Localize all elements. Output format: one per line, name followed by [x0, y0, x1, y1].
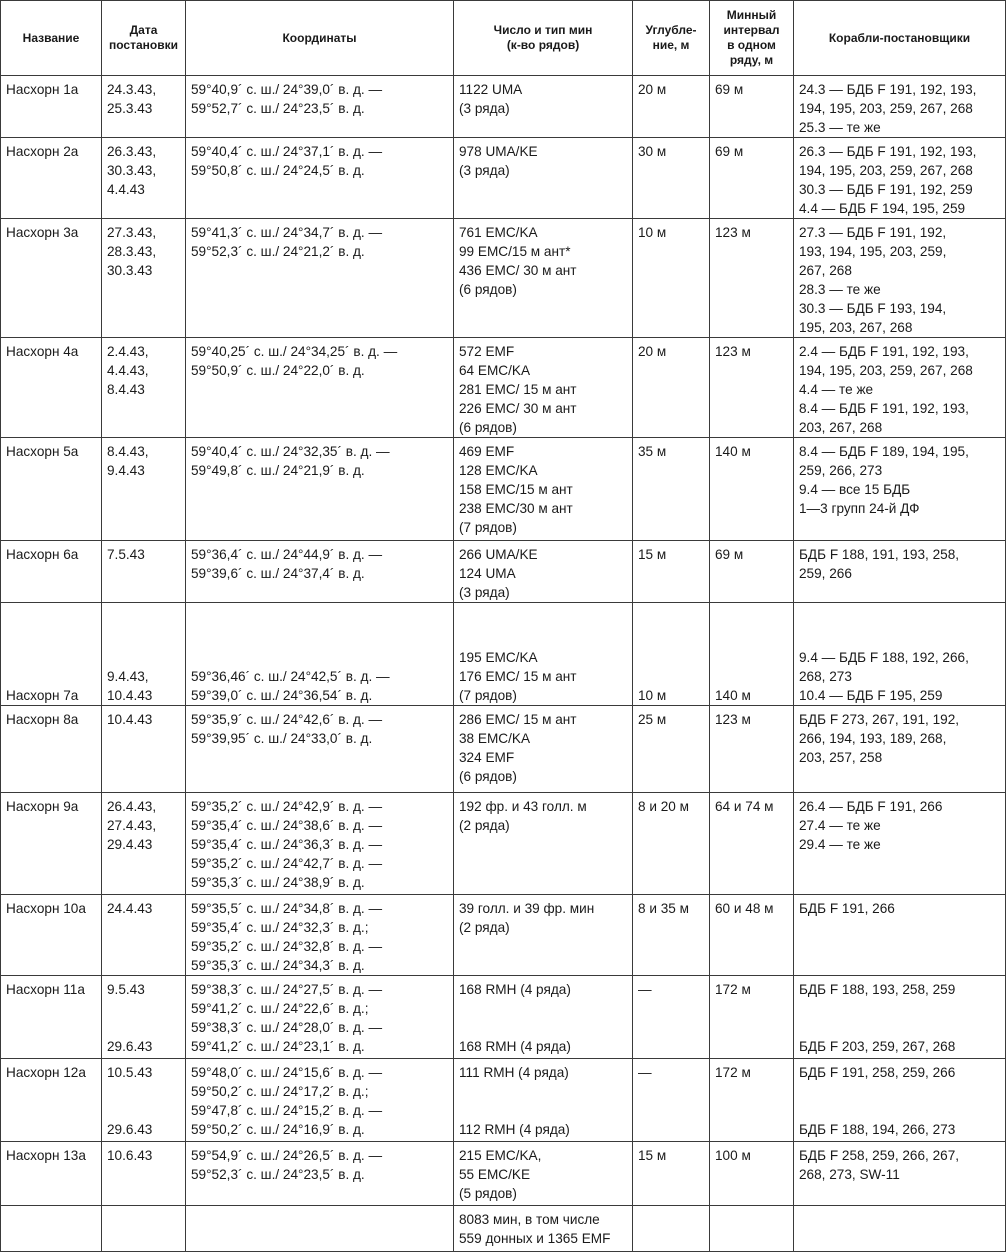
- cell-coords-line: 59°54,9´ с. ш./ 24°26,5´ в. д. —: [191, 1148, 383, 1163]
- cell-mines-line: (3 ряда): [459, 163, 510, 178]
- cell-ships: [794, 76, 1006, 138]
- cell-depth: —: [633, 1059, 710, 1142]
- total-cell-date: [102, 1206, 186, 1252]
- cell-coords: [186, 438, 454, 541]
- cell-date-line: 30.3.43: [107, 263, 153, 278]
- cell-depth: 30 м: [633, 138, 710, 219]
- cell-date-line: 2.4.43,: [107, 344, 149, 359]
- cell-coords-line: 59°41,3´ с. ш./ 24°34,7´ в. д. —: [191, 225, 383, 240]
- cell-coords-line: 59°50,2´ с. ш./ 24°16,9´ в. д.: [191, 1122, 365, 1137]
- cell-date: [102, 706, 186, 793]
- cell-ships: [794, 706, 1006, 793]
- total-cell-depth: [633, 1206, 710, 1252]
- cell-ships: [794, 438, 1006, 541]
- cell-interval: 172 м: [710, 976, 794, 1059]
- cell-coords: [186, 1059, 454, 1142]
- cell-mines-line: 436 EMC/ 30 м ант: [459, 263, 577, 278]
- cell-coords-line: 59°40,4´ с. ш./ 24°37,1´ в. д. —: [191, 144, 383, 159]
- cell-ships-line: 24.3 — БДБ F 191, 192, 193,: [799, 82, 977, 97]
- cell-name: Насхорн 6а: [1, 541, 102, 603]
- cell-mines-line: (7 рядов): [459, 688, 517, 703]
- cell-mines-line: 286 EMC/ 15 м ант: [459, 712, 577, 727]
- cell-coords-line: 59°50,9´ с. ш./ 24°22,0´ в. д.: [191, 363, 365, 378]
- cell-date-line: 10.4.43: [107, 712, 153, 727]
- cell-mines-line: 281 EMC/ 15 м ант: [459, 382, 577, 397]
- cell-mines-line: [459, 1101, 627, 1120]
- cell-coords: [186, 338, 454, 438]
- cell-ships-line: [799, 1018, 1000, 1037]
- cell-coords: [186, 603, 454, 706]
- cell-mines: [454, 438, 633, 541]
- cell-name: Насхорн 2а: [1, 138, 102, 219]
- cell-name: Насхорн 4а: [1, 338, 102, 438]
- cell-date: [102, 603, 186, 706]
- cell-mines: [454, 541, 633, 603]
- cell-ships-line: 1—3 групп 24-й ДФ: [799, 501, 920, 516]
- cell-mines-line: 128 EMC/KA: [459, 463, 538, 478]
- cell-mines-line: [459, 1018, 627, 1037]
- cell-date-line: 29.4.43: [107, 837, 153, 852]
- cell-date-line: 10.5.43: [107, 1065, 153, 1080]
- cell-name: Насхорн 3а: [1, 219, 102, 338]
- cell-name: Насхорн 12а: [1, 1059, 102, 1142]
- cell-mines-line: (2 ряда): [459, 920, 510, 935]
- cell-mines: [454, 793, 633, 895]
- cell-coords: [186, 895, 454, 976]
- cell-mines-line: 238 EMC/30 м ант: [459, 501, 573, 516]
- cell-mines-line: 572 EMF: [459, 344, 515, 359]
- cell-date: [102, 976, 186, 1059]
- table-row: [1, 895, 1006, 976]
- cell-coords: [186, 219, 454, 338]
- cell-coords: [186, 541, 454, 603]
- total-mines-line: 559 донных и 1365 EMF: [459, 1231, 611, 1246]
- cell-name: Насхорн 7а: [1, 603, 102, 706]
- cell-depth: 10 м: [633, 219, 710, 338]
- cell-ships-line: [799, 1101, 1000, 1120]
- cell-date-line: 9.5.43: [107, 982, 145, 997]
- cell-coords-line: 59°52,3´ с. ш./ 24°23,5´ в. д.: [191, 1167, 365, 1182]
- cell-coords-line: 59°39,0´ с. ш./ 24°36,54´ в. д.: [191, 688, 373, 703]
- cell-coords-line: 59°38,3´ с. ш./ 24°28,0´ в. д. —: [191, 1020, 383, 1035]
- cell-ships: [794, 1059, 1006, 1142]
- cell-date: [102, 76, 186, 138]
- cell-mines: [454, 138, 633, 219]
- header-depth-line: Углубле-: [645, 23, 697, 37]
- cell-depth: 15 м: [633, 541, 710, 603]
- cell-date-line: 30.3.43,: [107, 163, 157, 178]
- cell-date-line: 4.4.43: [107, 182, 145, 197]
- cell-mines: [454, 603, 633, 706]
- header-row: [1, 1, 1006, 76]
- cell-date-line: 10.4.43: [107, 688, 153, 703]
- cell-ships-line: 27.3 — БДБ F 191, 192,: [799, 225, 947, 240]
- cell-interval: 172 м: [710, 1059, 794, 1142]
- cell-coords-line: 59°52,3´ с. ш./ 24°21,2´ в. д.: [191, 244, 365, 259]
- cell-mines-line: 215 EMC/KA,: [459, 1148, 542, 1163]
- cell-mines-line: 112 RMH (4 ряда): [459, 1122, 570, 1137]
- total-cell-coords: [186, 1206, 454, 1252]
- cell-mines-line: 168 RMH (4 ряда): [459, 1039, 571, 1054]
- cell-interval: 123 м: [710, 338, 794, 438]
- header-coords: Координаты: [186, 1, 454, 76]
- cell-date-line: 8.4.43: [107, 382, 145, 397]
- cell-ships-line: БДБ F 191, 266: [799, 901, 895, 916]
- header-mines-line: Число и тип мин: [493, 23, 593, 37]
- cell-mines: [454, 1059, 633, 1142]
- cell-date: [102, 138, 186, 219]
- cell-mines-line: 176 EMC/ 15 м ант: [459, 669, 577, 684]
- cell-depth: 10 м: [633, 603, 710, 706]
- cell-depth: 15 м: [633, 1142, 710, 1206]
- cell-coords-line: 59°49,8´ с. ш./ 24°21,9´ в. д.: [191, 463, 365, 478]
- cell-interval: 140 м: [710, 603, 794, 706]
- cell-coords-line: 59°40,25´ с. ш./ 24°34,25´ в. д. —: [191, 344, 398, 359]
- header-mines-line: (к-во рядов): [506, 38, 580, 52]
- cell-coords-line: 59°35,3´ с. ш./ 24°38,9´ в. д.: [191, 875, 365, 890]
- cell-depth: 8 и 35 м: [633, 895, 710, 976]
- table-row: [1, 438, 1006, 541]
- cell-coords-line: 59°36,4´ с. ш./ 24°44,9´ в. д. —: [191, 547, 383, 562]
- cell-mines-line: (3 ряда): [459, 585, 510, 600]
- cell-date: [102, 895, 186, 976]
- cell-mines-line: 158 EMC/15 м ант: [459, 482, 573, 497]
- cell-coords-line: 59°35,5´ с. ш./ 24°34,8´ в. д. —: [191, 901, 383, 916]
- cell-coords-line: 59°35,4´ с. ш./ 24°32,3´ в. д.;: [191, 920, 369, 935]
- cell-ships: [794, 338, 1006, 438]
- cell-ships-line: 9.4 — все 15 БДБ: [799, 482, 911, 497]
- cell-depth: 35 м: [633, 438, 710, 541]
- cell-coords-line: 59°35,2´ с. ш./ 24°32,8´ в. д. —: [191, 939, 383, 954]
- cell-date: [102, 1059, 186, 1142]
- cell-ships-line: 26.4 — БДБ F 191, 266: [799, 799, 943, 814]
- cell-date-line: [107, 1018, 180, 1037]
- table-row: [1, 1142, 1006, 1206]
- header-interval-line: интервал: [723, 23, 780, 37]
- cell-ships-line: БДБ F 191, 258, 259, 266: [799, 1065, 956, 1080]
- cell-ships-line: 259, 266, 273: [799, 463, 883, 478]
- cell-coords-line: 59°35,4´ с. ш./ 24°38,6´ в. д. —: [191, 818, 383, 833]
- cell-mines-line: 168 RMH (4 ряда): [459, 982, 571, 997]
- cell-coords-line: 59°50,2´ с. ш./ 24°17,2´ в. д.;: [191, 1084, 369, 1099]
- cell-coords-line: 59°41,2´ с. ш./ 24°23,1´ в. д.: [191, 1039, 365, 1054]
- cell-coords-line: 59°40,4´ с. ш./ 24°32,35´ в. д. —: [191, 444, 390, 459]
- cell-mines-line: 324 EMF: [459, 750, 515, 765]
- cell-coords-line: 59°39,95´ с. ш./ 24°33,0´ в. д.: [191, 731, 373, 746]
- cell-ships-line: БДБ F 203, 259, 267, 268: [799, 1039, 956, 1054]
- cell-coords-line: 59°52,7´ с. ш./ 24°23,5´ в. д.: [191, 101, 365, 116]
- cell-ships: [794, 219, 1006, 338]
- cell-ships-line: 268, 273, SW-11: [799, 1167, 900, 1182]
- cell-date-line: 4.4.43,: [107, 363, 149, 378]
- cell-ships: [794, 138, 1006, 219]
- table-row: [1, 76, 1006, 138]
- table-row: [1, 603, 1006, 706]
- cell-mines-line: 192 фр. и 43 голл. м: [459, 799, 587, 814]
- cell-interval: 100 м: [710, 1142, 794, 1206]
- cell-date-line: 9.4.43,: [107, 669, 149, 684]
- header-interval-line: в одном: [727, 38, 776, 52]
- cell-mines-line: 266 UMA/KE: [459, 547, 538, 562]
- cell-date: [102, 541, 186, 603]
- cell-mines-line: 226 EMC/ 30 м ант: [459, 401, 577, 416]
- table-row: [1, 793, 1006, 895]
- cell-coords-line: 59°35,2´ с. ш./ 24°42,9´ в. д. —: [191, 799, 383, 814]
- cell-mines-line: (6 рядов): [459, 420, 517, 435]
- cell-ships-line: 9.4 — БДБ F 188, 192, 266,: [799, 650, 969, 665]
- cell-coords: [186, 976, 454, 1059]
- table-row: [1, 541, 1006, 603]
- cell-coords-line: 59°35,3´ с. ш./ 24°34,3´ в. д.: [191, 958, 365, 973]
- cell-interval: 123 м: [710, 706, 794, 793]
- cell-ships-line: 193, 194, 195, 203, 259,: [799, 244, 947, 259]
- cell-mines: [454, 895, 633, 976]
- cell-depth: 20 м: [633, 76, 710, 138]
- cell-ships: [794, 541, 1006, 603]
- cell-ships-line: 194, 195, 203, 259, 267, 268: [799, 363, 973, 378]
- cell-name: Насхорн 10а: [1, 895, 102, 976]
- cell-ships-line: БДБ F 188, 191, 193, 258,: [799, 547, 960, 562]
- cell-interval: 64 и 74 м: [710, 793, 794, 895]
- cell-ships-line: 8.4 — БДБ F 189, 194, 195,: [799, 444, 969, 459]
- cell-ships: [794, 976, 1006, 1059]
- cell-mines-line: [459, 1082, 627, 1101]
- cell-coords-line: 59°41,2´ с. ш./ 24°22,6´ в. д.;: [191, 1001, 369, 1016]
- cell-interval: 69 м: [710, 76, 794, 138]
- table-row: [1, 219, 1006, 338]
- cell-date: [102, 338, 186, 438]
- cell-ships-line: 4.4 — БДБ F 194, 195, 259: [799, 201, 966, 216]
- cell-ships-line: 194, 195, 203, 259, 267, 268: [799, 163, 973, 178]
- cell-depth: 8 и 20 м: [633, 793, 710, 895]
- header-depth-line: ние, м: [652, 38, 690, 52]
- total-cell-mines: [454, 1206, 633, 1252]
- cell-mines-line: 195 EMC/KA: [459, 650, 538, 665]
- cell-mines: [454, 1142, 633, 1206]
- cell-ships-line: БДБ F 273, 267, 191, 192,: [799, 712, 960, 727]
- total-cell-name: [1, 1206, 102, 1252]
- cell-ships-line: [799, 1082, 1000, 1101]
- cell-mines-line: (3 ряда): [459, 101, 510, 116]
- cell-ships-line: 4.4 — те же: [799, 382, 874, 397]
- cell-mines-line: (7 рядов): [459, 520, 517, 535]
- cell-date-line: [107, 1082, 180, 1101]
- cell-date-line: 8.4.43,: [107, 444, 149, 459]
- cell-name: Насхорн 1а: [1, 76, 102, 138]
- cell-ships-line: 203, 257, 258: [799, 750, 883, 765]
- table-row: [1, 338, 1006, 438]
- header-mines: [454, 1, 633, 76]
- cell-ships-line: БДБ F 258, 259, 266, 267,: [799, 1148, 960, 1163]
- cell-name: Насхорн 11а: [1, 976, 102, 1059]
- cell-depth: —: [633, 976, 710, 1059]
- cell-ships-line: 25.3 — те же: [799, 120, 881, 135]
- cell-mines-line: 64 EMC/KA: [459, 363, 531, 378]
- cell-mines-line: 978 UMA/KE: [459, 144, 538, 159]
- cell-date-line: 27.4.43,: [107, 818, 157, 833]
- cell-mines-line: (2 ряда): [459, 818, 510, 833]
- cell-date: [102, 1142, 186, 1206]
- cell-mines-line: 111 RMH (4 ряда): [459, 1065, 569, 1080]
- cell-date-line: 25.3.43: [107, 101, 153, 116]
- cell-coords-line: 59°39,6´ с. ш./ 24°37,4´ в. д.: [191, 566, 365, 581]
- cell-mines-line: 99 EMC/15 м ант*: [459, 244, 571, 259]
- cell-mines-line: 469 EMF: [459, 444, 515, 459]
- cell-date-line: 9.4.43: [107, 463, 145, 478]
- cell-ships-line: 266, 194, 193, 189, 268,: [799, 731, 947, 746]
- cell-interval: 140 м: [710, 438, 794, 541]
- cell-coords-line: 59°48,0´ с. ш./ 24°15,6´ в. д. —: [191, 1065, 383, 1080]
- cell-name: Насхорн 8а: [1, 706, 102, 793]
- cell-date-line: 28.3.43,: [107, 244, 157, 259]
- cell-depth: 20 м: [633, 338, 710, 438]
- cell-ships-line: 10.4 — БДБ F 195, 259: [799, 688, 943, 703]
- cell-date-line: 24.3.43,: [107, 82, 157, 97]
- cell-interval: 69 м: [710, 138, 794, 219]
- table-row: [1, 706, 1006, 793]
- cell-ships-line: 30.3 — БДБ F 193, 194,: [799, 301, 947, 316]
- cell-ships-line: 27.4 — те же: [799, 818, 881, 833]
- cell-ships-line: 8.4 — БДБ F 191, 192, 193,: [799, 401, 969, 416]
- cell-date-line: 27.3.43,: [107, 225, 157, 240]
- cell-ships-line: БДБ F 188, 194, 266, 273: [799, 1122, 956, 1137]
- header-interval-line: ряду, м: [729, 53, 774, 67]
- total-cell-interval: [710, 1206, 794, 1252]
- cell-ships: [794, 793, 1006, 895]
- cell-coords: [186, 706, 454, 793]
- cell-mines-line: [459, 999, 627, 1018]
- total-cell-ships: [794, 1206, 1006, 1252]
- cell-coords-line: 59°40,9´ с. ш./ 24°39,0´ в. д. —: [191, 82, 383, 97]
- cell-mines: [454, 976, 633, 1059]
- cell-date: [102, 438, 186, 541]
- cell-coords-line: 59°50,8´ с. ш./ 24°24,5´ в. д.: [191, 163, 365, 178]
- cell-date: [102, 793, 186, 895]
- cell-ships-line: БДБ F 188, 193, 258, 259: [799, 982, 956, 997]
- cell-ships: [794, 895, 1006, 976]
- cell-ships-line: 28.3 — те же: [799, 282, 881, 297]
- cell-mines-line: 1122 UMA: [459, 82, 523, 97]
- cell-coords: [186, 1142, 454, 1206]
- cell-ships-line: 267, 268: [799, 263, 852, 278]
- cell-coords-line: 59°38,3´ с. ш./ 24°27,5´ в. д. —: [191, 982, 383, 997]
- cell-mines-line: 38 EMC/KA: [459, 731, 531, 746]
- table-row: [1, 1059, 1006, 1142]
- cell-ships-line: 26.3 — БДБ F 191, 192, 193,: [799, 144, 977, 159]
- cell-mines-line: 39 голл. и 39 фр. мин: [459, 901, 595, 916]
- cell-mines-line: 124 UMA: [459, 566, 516, 581]
- cell-mines: [454, 219, 633, 338]
- cell-coords: [186, 76, 454, 138]
- cell-mines-line: 761 EMC/KA: [459, 225, 538, 240]
- cell-date: [102, 219, 186, 338]
- table-row: [1, 138, 1006, 219]
- header-date: [102, 1, 186, 76]
- cell-name: Насхорн 5а: [1, 438, 102, 541]
- cell-ships-line: 259, 266: [799, 566, 852, 581]
- cell-mines-line: 55 EMC/KE: [459, 1167, 531, 1182]
- header-date-line: Дата: [129, 23, 158, 37]
- cell-date-line: 24.4.43: [107, 901, 153, 916]
- header-name: Название: [1, 1, 102, 76]
- cell-date-line: 26.4.43,: [107, 799, 157, 814]
- cell-ships-line: 195, 203, 267, 268: [799, 320, 913, 335]
- header-date-line: постановки: [109, 38, 178, 52]
- header-interval: [710, 1, 794, 76]
- table-row: [1, 976, 1006, 1059]
- cell-ships-line: 29.4 — те же: [799, 837, 881, 852]
- cell-coords-line: 59°47,8´ с. ш./ 24°15,2´ в. д. —: [191, 1103, 383, 1118]
- cell-ships: [794, 1142, 1006, 1206]
- total-row: [1, 1206, 1006, 1252]
- cell-date-line: 29.6.43: [107, 1039, 153, 1054]
- cell-mines-line: (5 рядов): [459, 1186, 517, 1201]
- cell-date-line: 7.5.43: [107, 547, 145, 562]
- header-ships: Корабли-постановщики: [794, 1, 1006, 76]
- cell-ships: [794, 603, 1006, 706]
- cell-depth: 25 м: [633, 706, 710, 793]
- header-interval-line: Минный: [726, 8, 777, 22]
- cell-mines-line: (6 рядов): [459, 769, 517, 784]
- cell-coords-line: 59°35,4´ с. ш./ 24°36,3´ в. д. —: [191, 837, 383, 852]
- cell-coords-line: 59°35,2´ с. ш./ 24°42,7´ в. д. —: [191, 856, 383, 871]
- cell-date-line: 26.3.43,: [107, 144, 157, 159]
- cell-interval: 60 и 48 м: [710, 895, 794, 976]
- table-body: [1, 76, 1006, 1252]
- cell-mines-line: (6 рядов): [459, 282, 517, 297]
- cell-interval: 69 м: [710, 541, 794, 603]
- cell-ships-line: [799, 999, 1000, 1018]
- cell-ships-line: 194, 195, 203, 259, 267, 268: [799, 101, 973, 116]
- cell-date-line: [107, 1101, 180, 1120]
- cell-mines: [454, 338, 633, 438]
- cell-coords-line: 59°36,46´ с. ш./ 24°42,5´ в. д. —: [191, 669, 390, 684]
- header-depth: [633, 1, 710, 76]
- cell-date-line: [107, 999, 180, 1018]
- cell-ships-line: 30.3 — БДБ F 191, 192, 259: [799, 182, 973, 197]
- cell-date-line: 10.6.43: [107, 1148, 153, 1163]
- cell-coords-line: 59°35,9´ с. ш./ 24°42,6´ в. д. —: [191, 712, 383, 727]
- cell-ships-line: 2.4 — БДБ F 191, 192, 193,: [799, 344, 969, 359]
- cell-mines: [454, 706, 633, 793]
- cell-name: Насхорн 9а: [1, 793, 102, 895]
- cell-ships-line: 203, 267, 268: [799, 420, 883, 435]
- cell-interval: 123 м: [710, 219, 794, 338]
- cell-coords: [186, 138, 454, 219]
- total-mines-line: 8083 мин, в том числе: [459, 1212, 600, 1227]
- cell-name: Насхорн 13а: [1, 1142, 102, 1206]
- cell-ships-line: 268, 273: [799, 669, 852, 684]
- cell-coords: [186, 793, 454, 895]
- cell-date-line: 29.6.43: [107, 1122, 153, 1137]
- cell-mines: [454, 76, 633, 138]
